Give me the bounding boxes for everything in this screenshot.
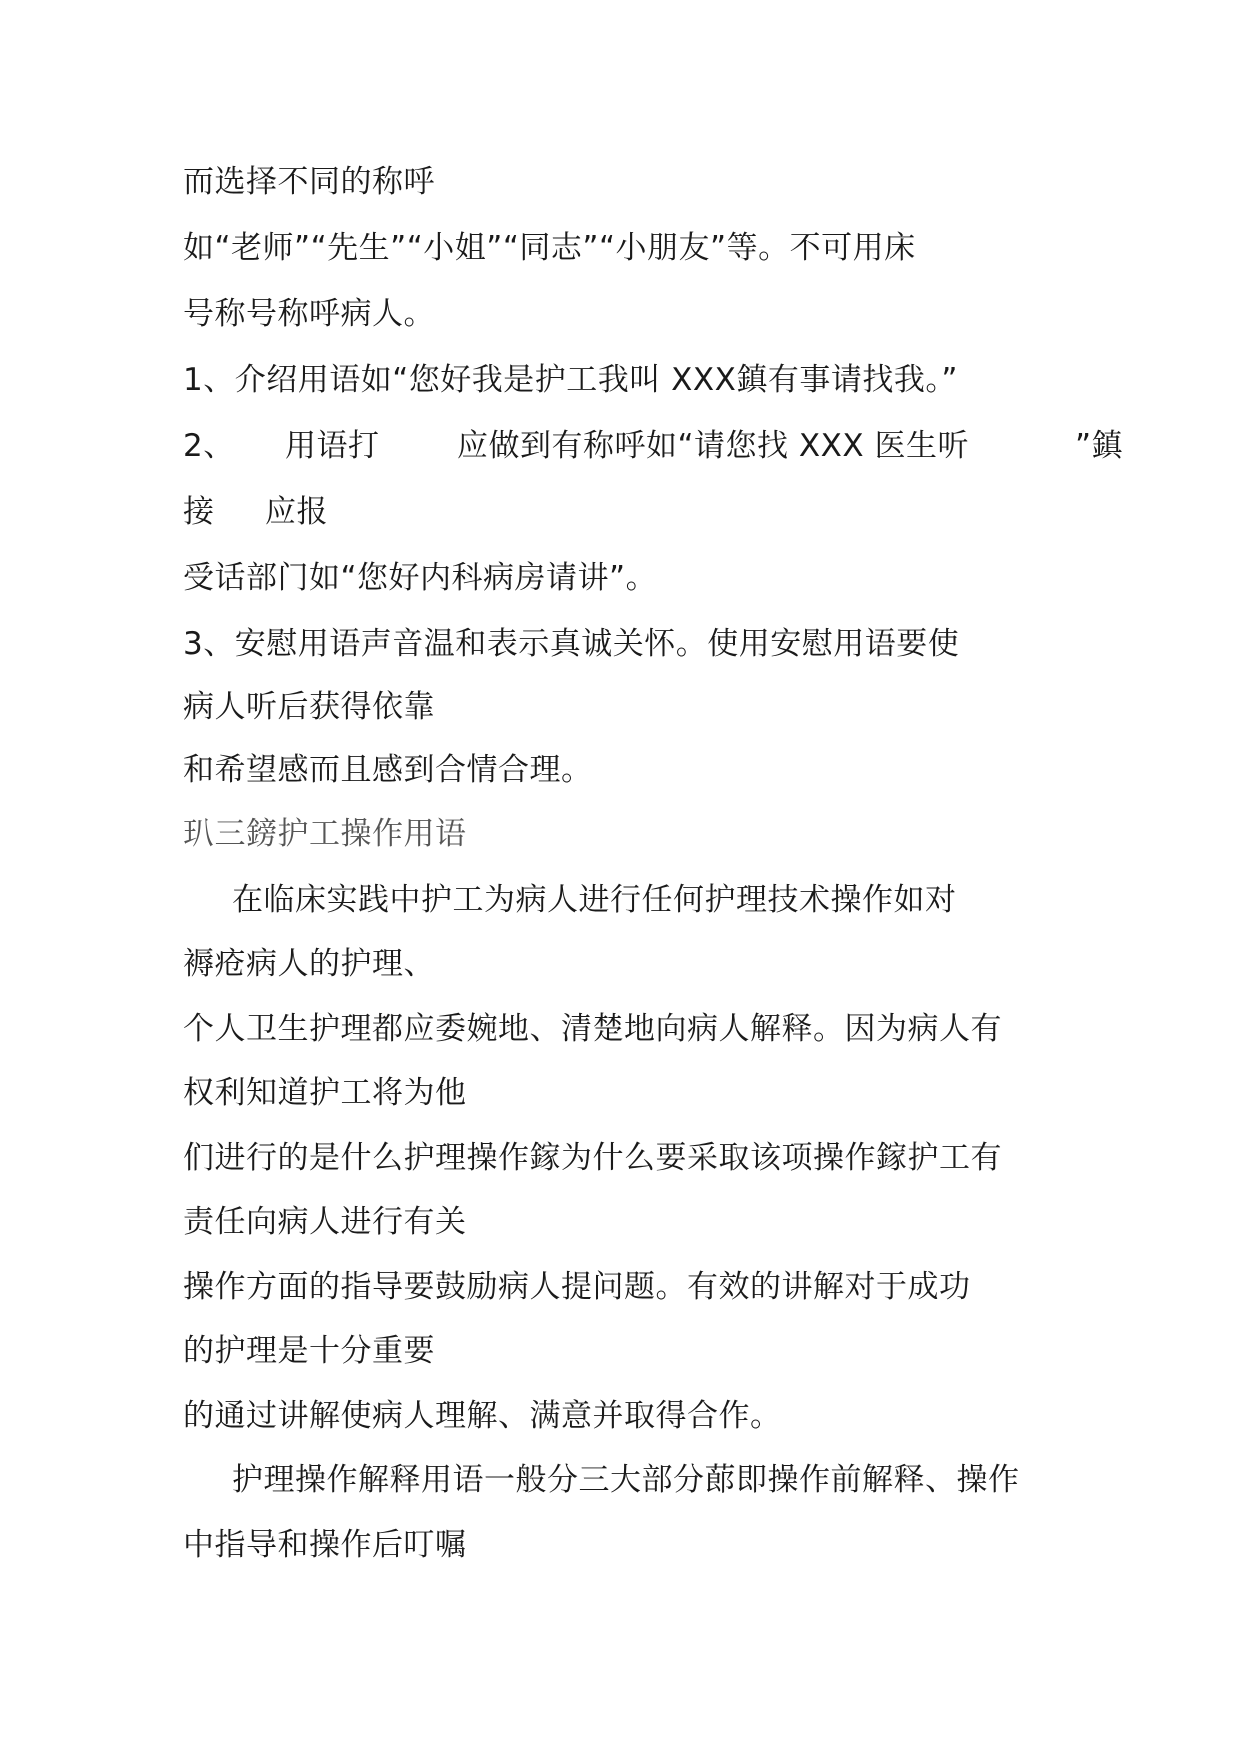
text-line: 中指导和操作后叮嘱	[183, 1527, 467, 1563]
text-line: 用语打	[285, 428, 380, 464]
text-line: 的通过讲解使病人理解、满意并取得合作。	[183, 1398, 782, 1434]
text-line: 在临床实践中护工为病人进行任何护理技术操作如对	[232, 882, 957, 918]
text-line: 们进行的是什么护理操作鎵为什么要采取该项操作鎵护工有	[183, 1140, 1002, 1176]
text-line: 病人听后获得依靠	[183, 689, 435, 725]
text-line: ”鎮	[1075, 428, 1124, 464]
text-line: 1、介绍用语如“您好我是护工我叫 XXX鎮有事请找我。”	[183, 362, 958, 398]
text-line: 号称号称呼病人。	[183, 296, 435, 332]
text-line: 责任向病人进行有关	[183, 1204, 467, 1240]
text-line: 应做到有称呼如“请您找 XXX 医生听	[457, 428, 969, 464]
text-line: 接	[183, 494, 215, 530]
text-line: 护理操作解释用语一般分三大部分蓈即操作前解释、操作	[232, 1462, 1020, 1498]
section-heading: 玐三鎊护工操作用语	[183, 816, 467, 852]
text-line: 个人卫生护理都应委婉地、清楚地向病人解释。因为病人有	[183, 1011, 1002, 1047]
text-line: 2、	[183, 428, 235, 464]
text-line: 应报	[265, 494, 328, 530]
text-line: 操作方面的指导要鼓励病人提问题。有效的讲解对于成功	[183, 1269, 971, 1305]
text-line: 褥疮病人的护理、	[183, 946, 435, 982]
text-line: 而选择不同的称呼	[183, 164, 435, 200]
text-line: 3、安慰用语声音温和表示真诚关怀。使用安慰用语要使	[183, 626, 960, 662]
text-line: 的护理是十分重要	[183, 1333, 435, 1369]
text-line: 权利知道护工将为他	[183, 1075, 467, 1111]
text-line: 和希望感而且感到合情合理。	[183, 752, 593, 788]
text-line: 受话部门如“您好内科病房请讲”。	[183, 560, 658, 596]
text-line: 如“老师”“先生”“小姐”“同志”“小朋友”等。不可用床	[183, 230, 916, 266]
